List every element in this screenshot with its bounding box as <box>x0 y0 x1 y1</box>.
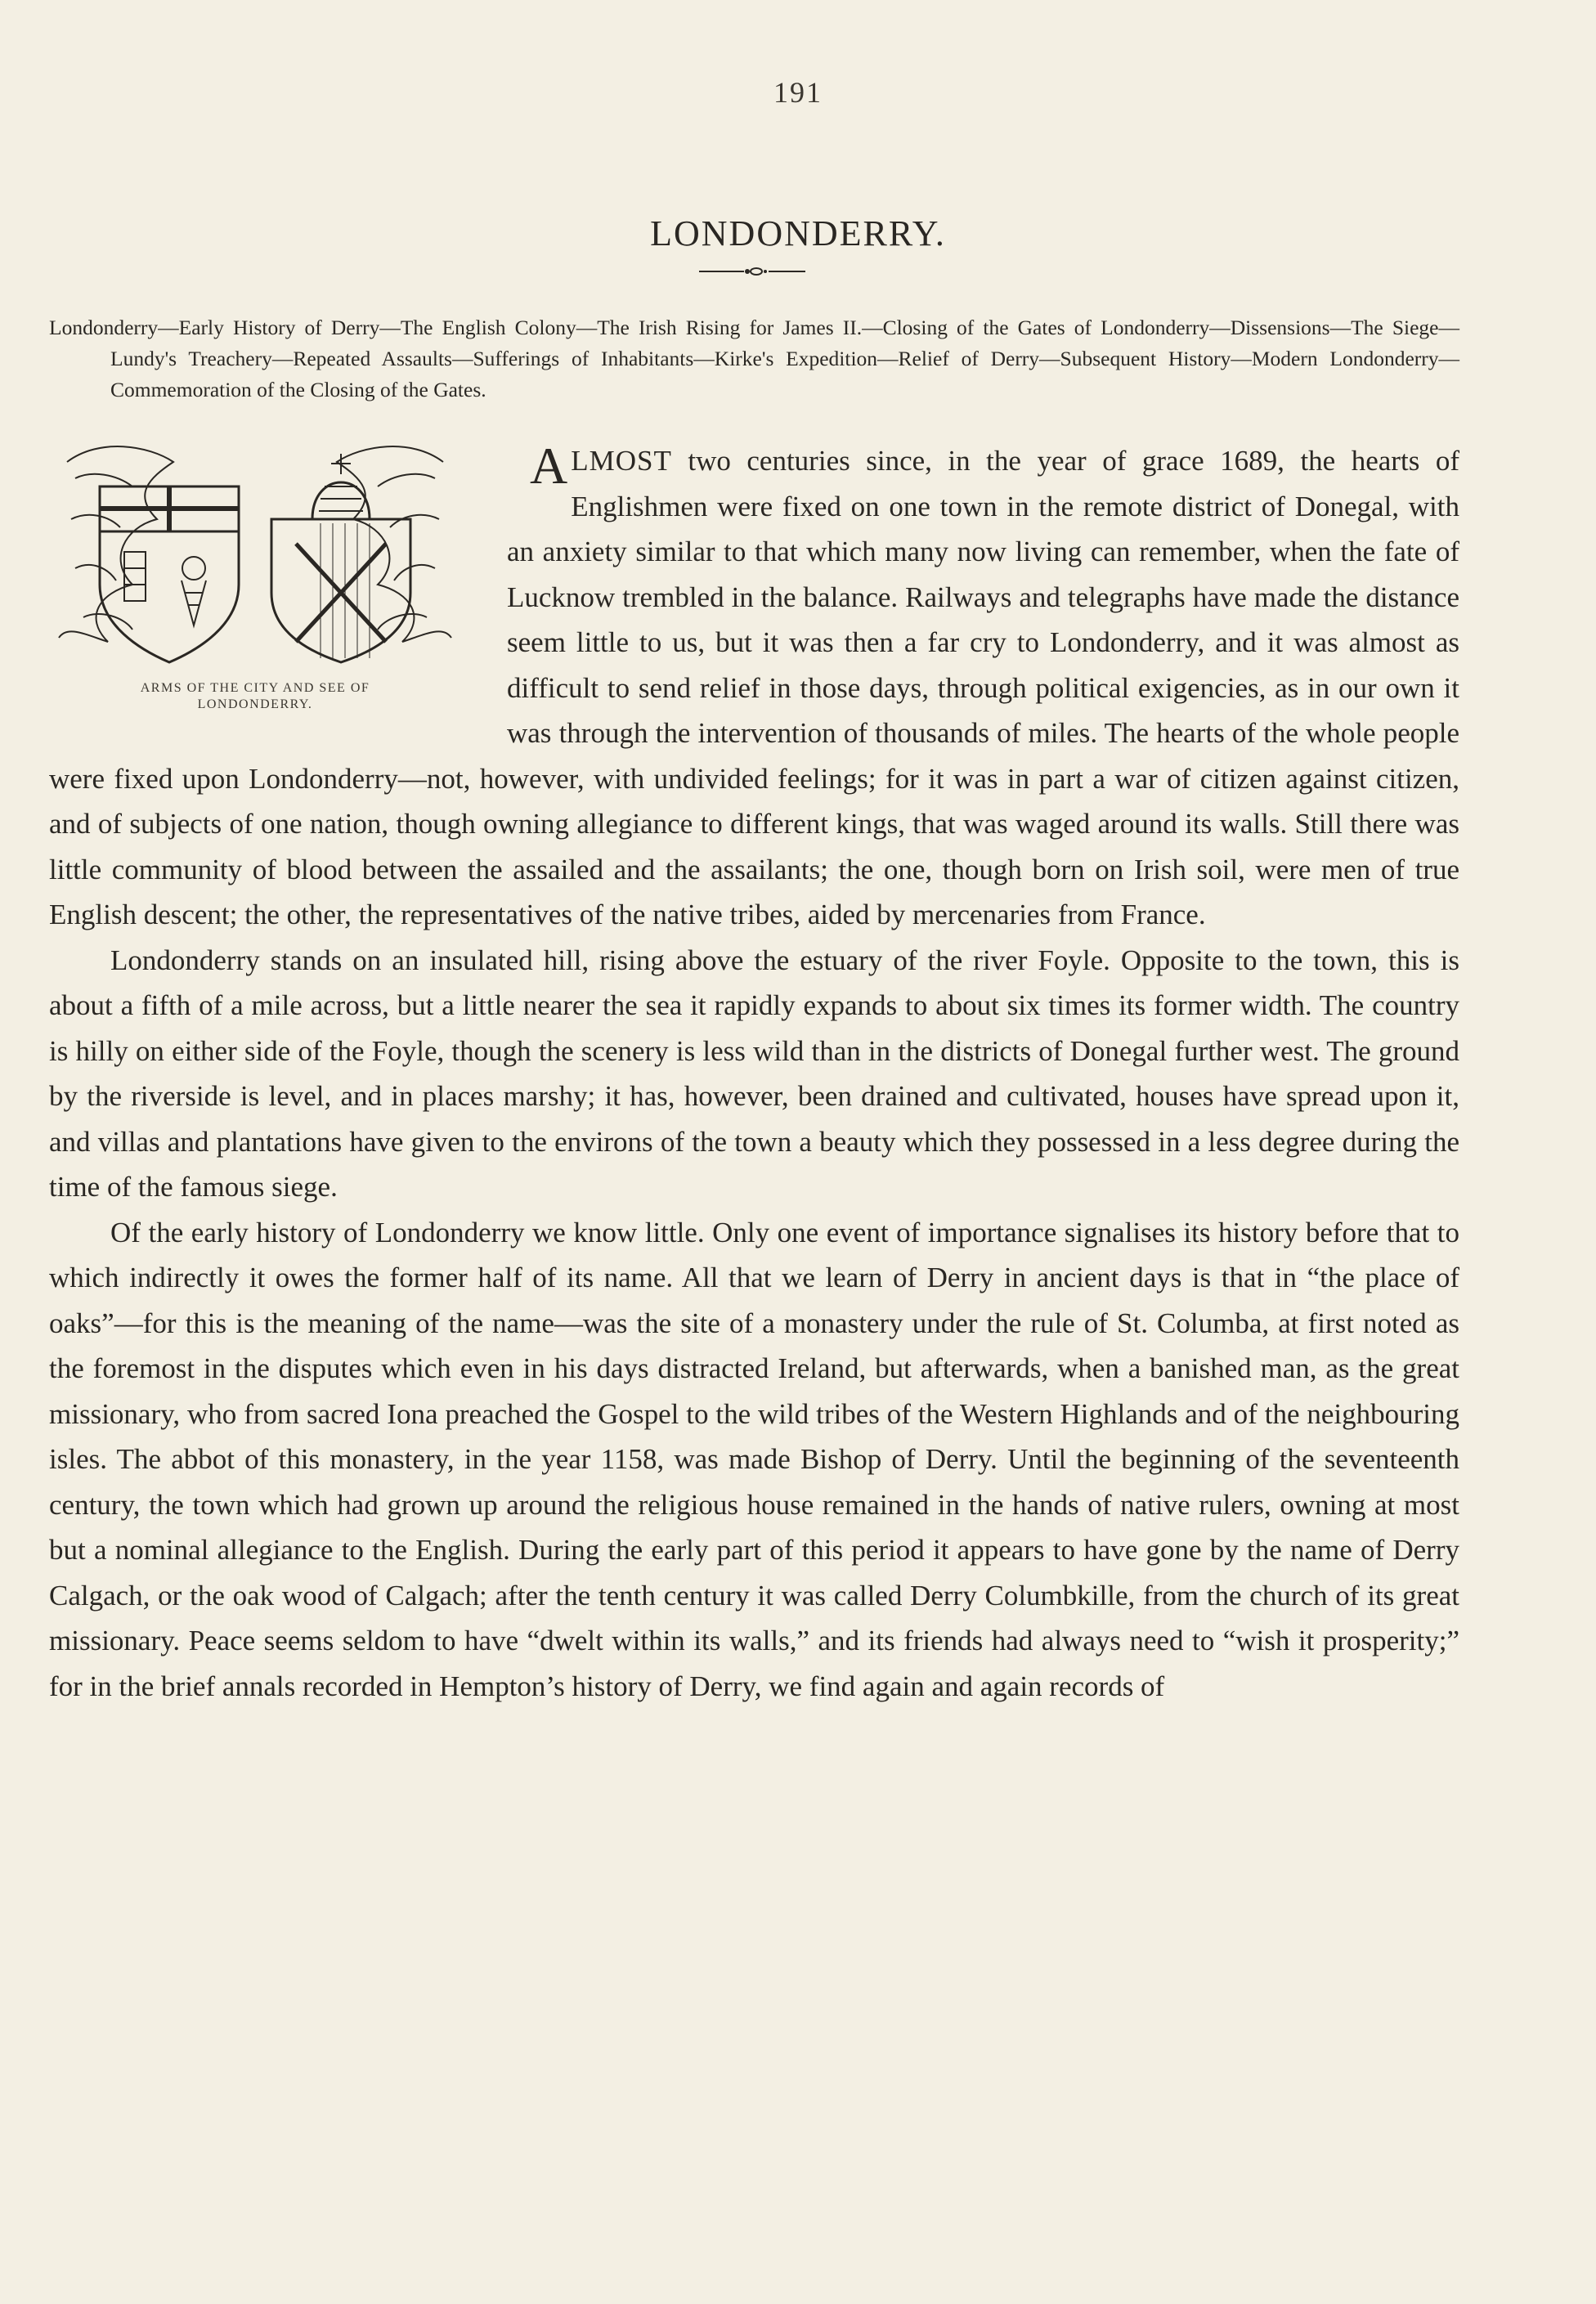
figure-caption-line-1: ARMS OF THE CITY AND SEE OF <box>140 681 370 695</box>
title-ornament <box>695 263 809 280</box>
figure-caption-line-2: LONDONDERRY. <box>197 697 313 711</box>
paragraph-1-lead: LMOST <box>571 445 672 477</box>
paragraph-1-text: two centuries since, in the year of grace 1689, the hearts of Englishmen were fixed on one town in the remote district of Donegal, with an anxiety similar to that which many now living can remember, when the fate of Lucknow trembled in the balance. Railways and telegraphs have made the distance seem little to us, but it was then a far cry to Londonderry, and it was almost as difficult to send relief in those days, through political exigencies, as in our own it was through the intervention of thousands of miles. The hearts of the whole people were fixed upon Londonderry—not, however, with undivided feelings; for it was in part a war of citizen against citizen, and of subjects of one nation, though owning allegiance to different kings, that was waged around its walls. Still there was little community of blood between the assailed and the assailants; the one, though born on Irish soil, were men of true English descent; the other, the representatives of the native tribes, aided by mercenaries from France. <box>49 445 1459 930</box>
paragraph-3: Of the early history of Londonderry we know little. Only one event of importance signalises its history before that to which indirectly it owes the former half of its name. All that we learn of Derry in ancient days is that in “the place of oaks”—for this is the meaning of the name—was the site of a monastery under the rule of St. Columba, at first noted as the foremost in the disputes which even in his days distracted Ireland, but afterwards, when a banished man, as the great missionary, who from sacred Iona preached the Gospel to the wild tribes of the Western Highlands and of the neighbouring isles. The abbot of this monastery, in the year 1158, was made Bishop of Derry. Until the beginning of the seventeenth century, the town which had grown up around the religious house remained in the hands of native rulers, owning at most but a nominal allegiance to the English. During the early part of this period it appears to have gone by the name of Derry Calgach, or the oak wood of Calgach; after the tenth century it was called Derry Columbkille, from the church of its great missionary. Peace seems seldom to have “dwelt within its walls,” and its friends had always need to “wish it prosperity;” for in the brief annals recorded in Hempton’s history of Derry, we find again and again records of <box>49 1216 1459 1702</box>
synopsis-text: Londonderry—Early History of Derry—The English Colony—The Irish Rising for James II.—Closing of the Gates of Londonderry—Dissensions—The Siege—Lundy's Treachery—Repeated Assaults—Sufferings of Inhabitants—Kirke's Expedition—Relief of Derry—Subsequent History—Modern Londonderry—Commemoration of the Closing of the Gates. <box>49 316 1459 401</box>
chapter-synopsis <box>49 312 1459 406</box>
paragraph-2: Londonderry stands on an insulated hill, rising above the estuary of the river Foyle. Opposite to the town, this is about a fifth of a mile across, but a little nearer the sea it rapidly expands to about six times its former width. The country is hilly on either side of the Foyle, though the scenery is less wild than in the districts of Donegal further west. The ground by the riverside is level, and in places marshy; it has, however, been drained and cultivated, houses have spread upon it, and villas and plantations have given to the environs of the town a beauty which they possessed in a less degree during the time of the famous siege. <box>49 944 1459 1203</box>
body-text <box>49 438 1459 1709</box>
drop-cap: A <box>530 437 568 495</box>
figure-space <box>49 438 507 733</box>
page-number: 191 <box>773 76 823 109</box>
chapter-title: LONDONDERRY. <box>650 213 946 253</box>
